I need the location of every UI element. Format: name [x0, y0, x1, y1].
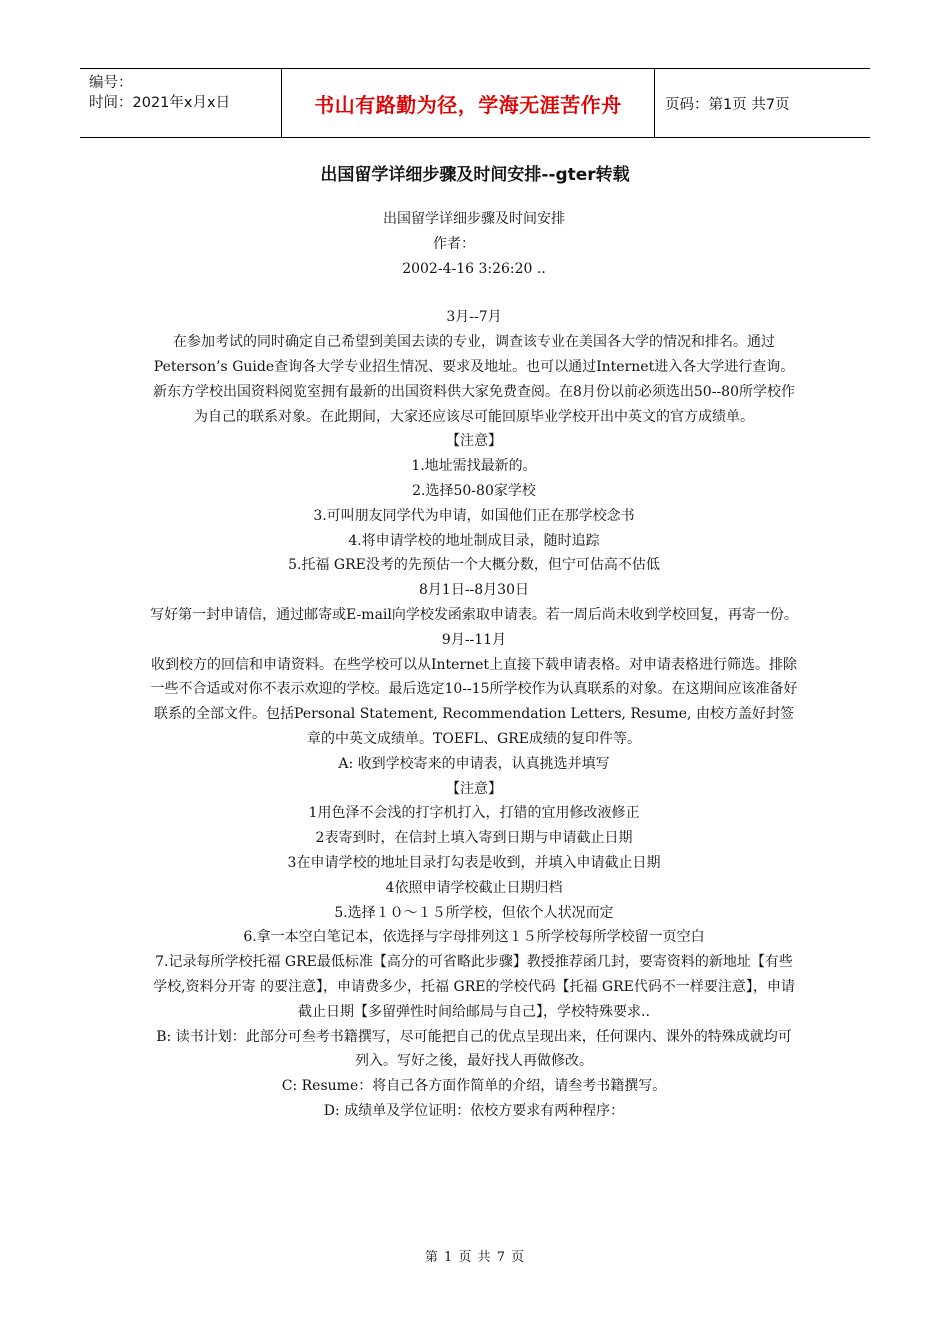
post-date: 2002-4-16 3:26:20 .. [402, 260, 546, 277]
page-footer: 第 1 页 共 7 页 [424, 1250, 526, 1265]
list-item: 2.选择50-80家学校 [412, 482, 536, 499]
note-heading: 【注意】 [446, 780, 502, 797]
document-header [80, 68, 870, 138]
list-item: 1用色泽不会浅的打字机打入，打错的宜用修改液修正 [308, 805, 640, 822]
list-item: 4依照申请学校截止日期归档 [385, 879, 563, 896]
document-body [150, 207, 798, 1124]
paragraph: 3月--7月 [446, 309, 502, 326]
list-item: 5.选择１０～１５所学校，但依个人状况而定 [334, 904, 614, 921]
paragraph: 写好第一封申请信，通过邮寄或E-mail向学校发函索取申请表。若一周后尚未收到学校回复，再寄一份。 [150, 606, 798, 623]
list-item: 3在申请学校的地址目录打勾表是收到，并填入申请截止日期 [287, 854, 661, 871]
number-label: 编号： [89, 75, 133, 91]
list-item: 3.可叫朋友同学代为申请，如国他们正在那学校念书 [313, 507, 635, 524]
paragraph: 收到校方的回信和申请资料。在些学校可以从Internet上直接下载申请表格。对申请表格进行筛选。排除一些不合适或对你不表示欢迎的学校。最后选定10--15所学校作为认真联系的对象。在这期间应该准备好联系的全部文件。包括Personal Statement, Recommendation Letters, Resume, 由校方盖好封签章的中英文成绩单。TOEFL、GRE成绩的复印件等。 [150, 656, 798, 747]
paragraph: D: 成绩单及学位证明：依校方要求有两种程序： [323, 1102, 625, 1119]
document-title: 出国留学详细步骤及时间安排--gter转载 [320, 165, 630, 185]
list-item: 6.拿一本空白笔记本，依选择与字母排列这１５所学校每所学校留一页空白 [243, 929, 705, 946]
paragraph: 9月--11月 [441, 631, 507, 648]
paragraph: 在参加考试的同时确定自己希望到美国去读的专业，调查该专业在美国各大学的情况和排名。通过Peterson’s Guide查询各大学专业招生情况、要求及地址。也可以通过Internet进入各大学进行查询。新东方学校出国资料阅览室拥有最新的出国资料供大家免费查阅。在8月份以前必须选出50--80所学校作为自己的联系对象。在此期间，大家还应该尽可能回原毕业学校开出中英文的官方成绩单。 [153, 334, 795, 425]
list-item: 7.记录每所学校托福 GRE最低标准【高分的可省略此步骤】教授推荐函几封，要寄资料的新地址【有些学校,资料分开寄 的要注意】，申请费多少，托福 GRE的学校代码【托福 GRE代码不一样要注意】，申请截止日期【多留弹性时间给邮局与自己】，学校特殊要求.. [153, 954, 795, 1020]
motto: 书山有路勤为径，学海无涯苦作舟 [282, 69, 655, 137]
author-line: 作者： [433, 235, 475, 252]
paragraph: A: 收到学校寄来的申请表，认真挑选并填写 [338, 755, 610, 772]
list-item: 2表寄到时，在信封上填入寄到日期与申请截止日期 [315, 830, 633, 847]
note-heading: 【注意】 [446, 433, 502, 450]
page-info: 页码：第1页 共7页 [665, 96, 790, 113]
date-label: 时间：2021年x月x日 [89, 95, 231, 111]
spacer [150, 281, 798, 305]
header-left-cell [80, 69, 282, 137]
subtitle: 出国留学详细步骤及时间安排 [383, 211, 565, 227]
paragraph: B: 读书计划：此部分可叁考书籍撰写，尽可能把自己的优点呈现出来，任何课内、课外的特殊成就均可列入。写好之後，最好找人再做修改。 [156, 1028, 792, 1070]
paragraph: C: Resume：将自己各方面作简单的介绍，请叁考书籍撰写。 [281, 1078, 667, 1095]
list-item: 4.将申请学校的地址制成目录，随时追踪 [348, 532, 600, 549]
list-item: 1.地址需找最新的。 [411, 458, 537, 475]
paragraph: 8月1日--8月30日 [419, 582, 529, 599]
list-item: 5.托福 GRE没考的先预估一个大概分数，但宁可估高不估低 [288, 557, 660, 574]
